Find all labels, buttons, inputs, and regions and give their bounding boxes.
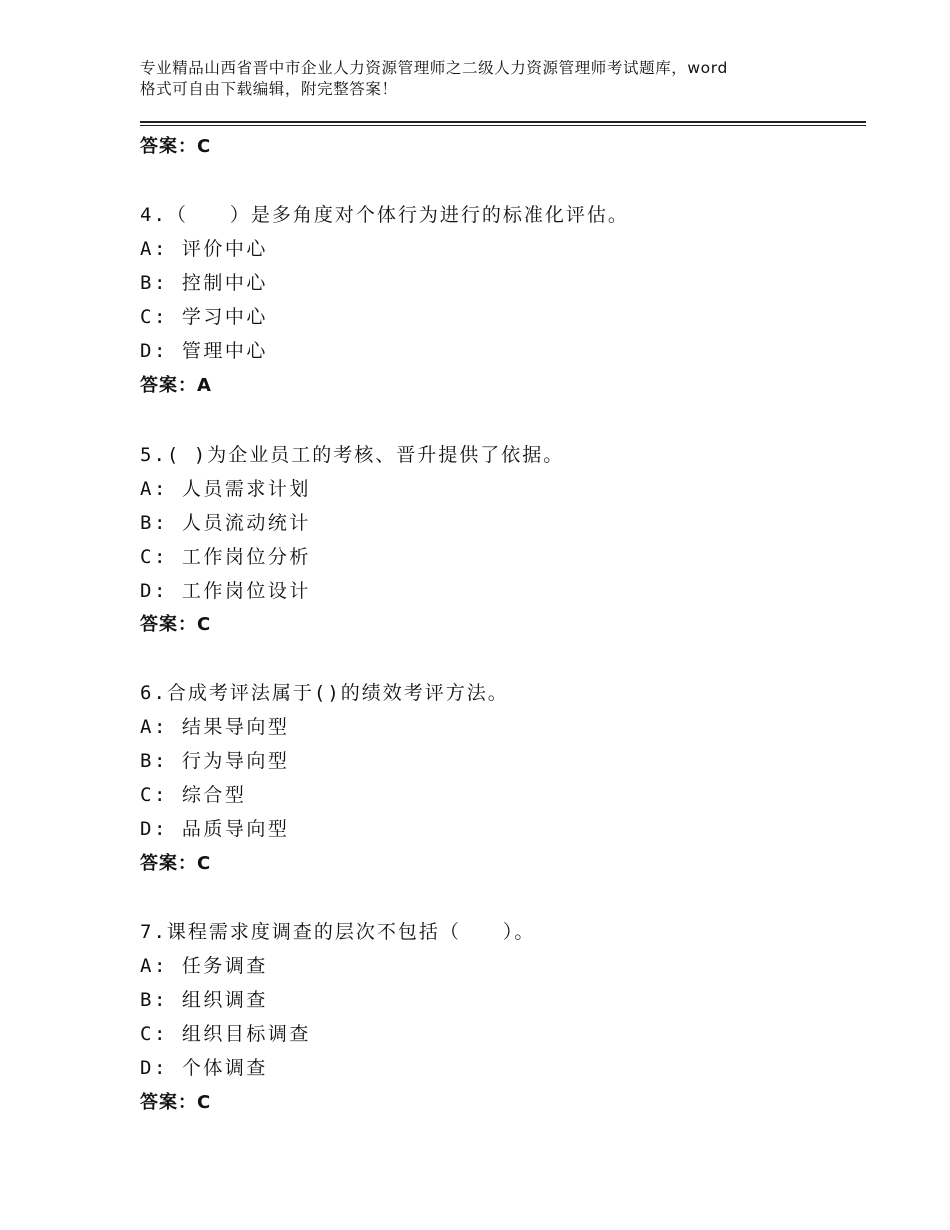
option-b: B: 控制中心 bbox=[140, 272, 268, 294]
option-a: A: 人员需求计划 bbox=[140, 478, 311, 500]
question-text: 4.（ ）是多角度对个体行为进行的标准化评估。 bbox=[140, 204, 629, 226]
question-text: 5.( )为企业员工的考核、晋升提供了依据。 bbox=[140, 444, 565, 466]
option-d: D: 管理中心 bbox=[140, 340, 268, 362]
option-b: B: 行为导向型 bbox=[140, 750, 290, 772]
answer: 答案：C bbox=[140, 853, 212, 874]
question-text: 7.课程需求度调查的层次不包括（ ）。 bbox=[140, 921, 536, 943]
document-header bbox=[140, 58, 830, 100]
option-a: A: 任务调查 bbox=[140, 955, 268, 977]
question-text: 6.合成考评法属于()的绩效考评方法。 bbox=[140, 682, 509, 704]
header-divider-thin bbox=[140, 125, 866, 126]
answer: 答案：A bbox=[140, 375, 212, 396]
option-b: B: 组织调查 bbox=[140, 989, 268, 1011]
answer: 答案：C bbox=[140, 614, 212, 635]
header-line-2: 格式可自由下载编辑，附完整答案！ bbox=[140, 80, 398, 98]
header-divider-thick bbox=[140, 121, 866, 123]
option-c: C: 工作岗位分析 bbox=[140, 546, 311, 568]
option-b: B: 人员流动统计 bbox=[140, 512, 311, 534]
option-c: C: 组织目标调查 bbox=[140, 1023, 311, 1045]
option-a: A: 评价中心 bbox=[140, 238, 268, 260]
option-a: A: 结果导向型 bbox=[140, 716, 290, 738]
option-c: C: 综合型 bbox=[140, 784, 247, 806]
option-c: C: 学习中心 bbox=[140, 306, 268, 328]
option-d: D: 个体调查 bbox=[140, 1057, 268, 1079]
header-line-1: 专业精品山西省晋中市企业人力资源管理师之二级人力资源管理师考试题库，word bbox=[140, 59, 728, 77]
option-d: D: 品质导向型 bbox=[140, 818, 290, 840]
previous-question-answer: 答案：C bbox=[140, 136, 212, 157]
option-d: D: 工作岗位设计 bbox=[140, 580, 311, 602]
answer: 答案：C bbox=[140, 1092, 212, 1113]
